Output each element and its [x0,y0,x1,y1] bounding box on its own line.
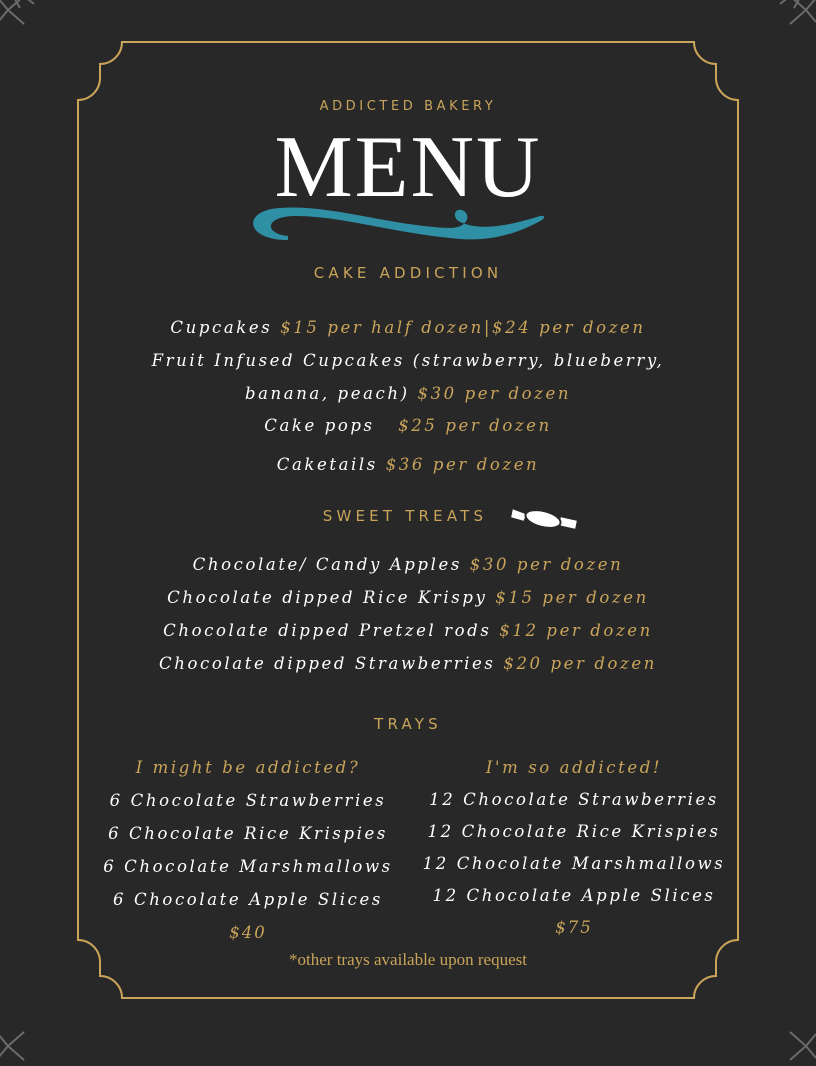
item-price: $25 per dozen [398,416,552,435]
item-price: $15 per half dozen|$24 per dozen [280,318,646,337]
flourish-swash-icon [240,196,560,252]
menu-item [0,621,816,640]
item-price: $15 per dozen [495,588,649,607]
menu-item [0,455,816,474]
menu-item [0,384,816,403]
section-heading-sweets: SWEET TREATS [322,507,488,525]
tray-item: 6 Chocolate Rice Krispies [108,824,388,843]
tray-item: 12 Chocolate Rice Krispies [427,822,721,841]
item-name: Cupcakes [170,318,273,337]
menu-item [0,416,816,435]
item-price: $36 per dozen [385,455,540,474]
item-price: $12 per dozen [499,621,653,640]
item-price: $20 per dozen [503,654,657,673]
item-name: Cake pops [264,416,375,435]
menu-item [0,555,816,574]
tray-item: 12 Chocolate Apple Slices [432,886,716,905]
item-name: banana, peach) [244,384,410,403]
corner-ornament-icon [778,0,816,32]
item-name: Fruit Infused Cupcakes (strawberry, blueberry, [151,351,665,370]
tray-name: I might be addicted? [135,758,361,777]
menu-item [0,654,816,673]
corner-ornament-icon [0,1024,36,1066]
item-name: Chocolate dipped Rice Krispy [167,588,488,607]
item-name: Chocolate dipped Pretzel rods [163,621,492,640]
section-heading-cake: CAKE ADDICTION [313,264,503,282]
tray-item: 6 Chocolate Apple Slices [113,890,383,909]
menu-item [0,318,816,337]
corner-ornament-icon [0,0,36,32]
corner-ornament-icon [778,1024,816,1066]
tray-column-large [404,758,744,958]
bakery-name: ADDICTED BAKERY [319,99,497,114]
tray-item: 12 Chocolate Strawberries [429,790,719,809]
tray-item: 6 Chocolate Strawberries [109,791,387,810]
tray-price: $75 [555,918,593,937]
tray-item: 6 Chocolate Marshmallows [103,857,393,876]
item-name: Chocolate/ Candy Apples [192,555,462,574]
section-heading-trays: TRAYS [374,715,442,733]
trays-note: *other trays available upon request [289,950,527,969]
candy-icon [508,502,580,534]
tray-price: $40 [229,923,267,942]
item-price: $30 per dozen [469,555,624,574]
tray-column-small [78,758,418,958]
item-price: $30 per dozen [417,384,572,403]
item-name: Caketails [276,455,378,474]
tray-name: I'm so addicted! [485,758,663,777]
menu-item [0,588,816,607]
item-name: Chocolate dipped Strawberries [159,654,496,673]
tray-item: 12 Chocolate Marshmallows [422,854,726,873]
page-title: MENU [274,119,542,216]
menu-item [0,351,816,370]
